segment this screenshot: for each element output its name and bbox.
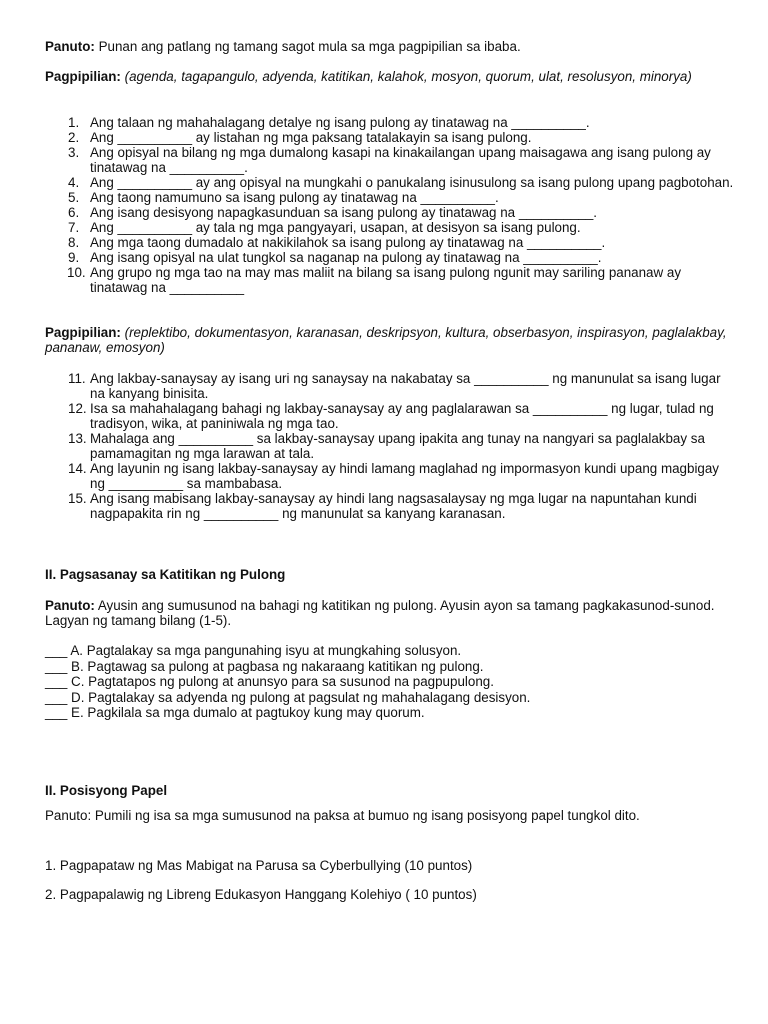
question-text: Ang lakbay-sanaysay ay isang uri ng sanaysay na nakabatay sa __________ ng manunulat sa isang lugar na kanyang binisita. [90, 371, 721, 401]
list-item: 11. Ang lakbay-sanaysay ay isang uri ng sanaysay na nakabatay sa __________ ng manunulat sa isang lugar na kanyang binisita. [68, 371, 721, 401]
section-heading-katitikan: II. Pagsasanay sa Katitikan ng Pulong [45, 567, 286, 582]
question-text: Ang grupo ng mga tao na may mas maliit na bilang sa isang pulong ngunit may sariling pananaw ay tinatawag na __________ [90, 265, 682, 295]
question-text: Ang __________ ay tala ng mga pangyayari, usapan, at desisyon sa isang pulong. [90, 220, 581, 235]
section3-instructions: Panuto: Pumili ng isa sa mga sumusunod na paksa at bumuo ng isang posisyong papel tungkol dito. [45, 808, 640, 823]
list-item: 9. Ang isang opisyal na ulat tungkol sa naganap na pulong ay tinatawag na __________. [68, 250, 602, 265]
list-item: 5. Ang taong namumuno sa isang pulong ay tinatawag na __________. [68, 190, 499, 205]
section2-instructions [45, 598, 735, 628]
question-text: Ang opisyal na bilang ng mga dumalong kasapi na kinakailangan upang maisagawa ang isang pulong ay tinatawag na __________. [90, 145, 711, 175]
instructions-line [45, 39, 735, 54]
choices-text: (agenda, tagapangulo, adyenda, katitikan, kalahok, mosyon, quorum, ulat, resolusyon, minorya) [120, 69, 692, 84]
question-text: Ang isang opisyal na ulat tungkol sa naganap na pulong ay tinatawag na __________. [90, 250, 602, 265]
question-text: Ang __________ ay ang opisyal na mungkahi o panukalang isinusulong sa isang pulong upang pagbotohan. [90, 175, 734, 190]
choices-text: (replektibo, dokumentasyon, karanasan, deskripsyon, kultura, obserbasyon, inspirasyon, paglalakbay, pananaw, emosyon) [45, 325, 727, 355]
choices-label: Pagpipilian: [45, 69, 121, 84]
ordering-item: ___ C. Pagtatapos ng pulong at anunsyo para sa susunod na pagpupulong. [45, 674, 494, 689]
question-text: Ang isang desisyong napagkasunduan sa isang pulong ay tinatawag na __________. [90, 205, 598, 220]
topic-item: 2. Pagpapalawig ng Libreng Edukasyon Hanggang Kolehiyo ( 10 puntos) [45, 887, 477, 902]
list-item: 7. Ang __________ ay tala ng mga pangyayari, usapan, at desisyon sa isang pulong. [68, 220, 581, 235]
list-item: 10. Ang grupo ng mga tao na may mas maliit na bilang sa isang pulong ngunit may sariling pananaw ay tinatawag na __________ [67, 265, 682, 295]
list-item: 15. Ang isang mabisang lakbay-sanaysay ay hindi lang nagsasalaysay ng mga lugar na napuntahan kundi nagpapakita rin ng __________ ng manunulat sa kanyang karanasan. [68, 491, 697, 521]
ordering-item: ___ A. Pagtalakay sa mga pangunahing isyu at mungkahing solusyon. [45, 643, 462, 658]
list-item: 1. Ang talaan ng mahahalagang detalye ng isang pulong ay tinatawag na __________. [68, 115, 590, 130]
ordering-item: ___ B. Pagtawag sa pulong at pagbasa ng nakaraang katitikan ng pulong. [45, 658, 484, 674]
question-text: Ang talaan ng mahahalagang detalye ng isang pulong ay tinatawag na __________. [90, 115, 590, 130]
question-text: Ang isang mabisang lakbay-sanaysay ay hindi lang nagsasalaysay ng mga lugar na napuntahan kundi nagpapakita rin ng __________ ng manunulat sa kanyang karanasan. [90, 491, 697, 521]
choices-block-1 [45, 69, 735, 84]
question-text: Ang taong namumuno sa isang pulong ay tinatawag na __________. [90, 190, 499, 205]
list-item: 8. Ang mga taong dumadalo at nakikilahok sa isang pulong ay tinatawag na __________. [68, 235, 606, 250]
panuto-label: Panuto: [45, 598, 95, 613]
ordering-list [45, 643, 735, 721]
panuto-text: Ayusin ang sumusunod na bahagi ng katitikan ng pulong. Ayusin ayon sa tamang pagkakasunod-sunod. Lagyan ng tamang bilang (1-5). [45, 598, 715, 628]
question-list-2 [45, 371, 735, 521]
question-list-1 [45, 115, 735, 295]
section-heading-posisyong-papel: II. Posisyong Papel [45, 783, 168, 798]
panuto-label: Panuto: [45, 39, 95, 54]
list-item: 4. Ang __________ ay ang opisyal na mungkahi o panukalang isinusulong sa isang pulong upang pagbotohan. [68, 175, 734, 190]
question-text: Mahalaga ang __________ sa lakbay-sanaysay upang ipakita ang tunay na nangyari sa paglalakbay sa pamamagitan ng mga larawan at tala. [90, 431, 705, 461]
question-text: Isa sa mahahalagang bahagi ng lakbay-sanaysay ay ang paglalarawan sa __________ ng lugar, tulad ng tradisyon, wika, at paniniwala ng mga tao. [90, 401, 714, 431]
list-item: 13. Mahalaga ang __________ sa lakbay-sanaysay upang ipakita ang tunay na nangyari sa paglalakbay sa pamamagitan ng mga larawan at tala. [68, 431, 705, 461]
question-text: Ang mga taong dumadalo at nakikilahok sa isang pulong ay tinatawag na __________. [90, 235, 606, 250]
choices-label: Pagpipilian: [45, 325, 121, 340]
choices-block-2 [45, 325, 735, 355]
list-item: 14. Ang layunin ng isang lakbay-sanaysay ay hindi lamang maglahad ng impormasyon kundi upang magbigay ng __________ sa mambabasa. [68, 461, 720, 491]
question-text: Ang __________ ay listahan ng mga paksang tatalakayin sa isang pulong. [90, 130, 532, 145]
ordering-item: ___ D. Pagtalakay sa adyenda ng pulong at pagsulat ng mahahalagang desisyon. [45, 689, 531, 705]
list-item: 12. Isa sa mahahalagang bahagi ng lakbay-sanaysay ay ang paglalarawan sa __________ ng lugar, tulad ng tradisyon, wika, at paniniwala ng mga tao. [68, 401, 714, 431]
list-item: 6. Ang isang desisyong napagkasunduan sa isang pulong ay tinatawag na __________. [68, 205, 598, 220]
list-item: 2. Ang __________ ay listahan ng mga paksang tatalakayin sa isang pulong. [68, 130, 532, 145]
panuto-text: Punan ang patlang ng tamang sagot mula sa mga pagpipilian sa ibaba. [94, 39, 521, 54]
topic-item: 1. Pagpapataw ng Mas Mabigat na Parusa sa Cyberbullying (10 puntos) [45, 858, 473, 873]
ordering-item: ___ E. Pagkilala sa mga dumalo at pagtukoy kung may quorum. [45, 705, 425, 720]
list-item: 3. Ang opisyal na bilang ng mga dumalong kasapi na kinakailangan upang maisagawa ang isang pulong ay tinatawag na __________. [68, 145, 711, 175]
question-text: Ang layunin ng isang lakbay-sanaysay ay hindi lamang maglahad ng impormasyon kundi upang magbigay ng __________ sa mambabasa. [90, 461, 720, 491]
